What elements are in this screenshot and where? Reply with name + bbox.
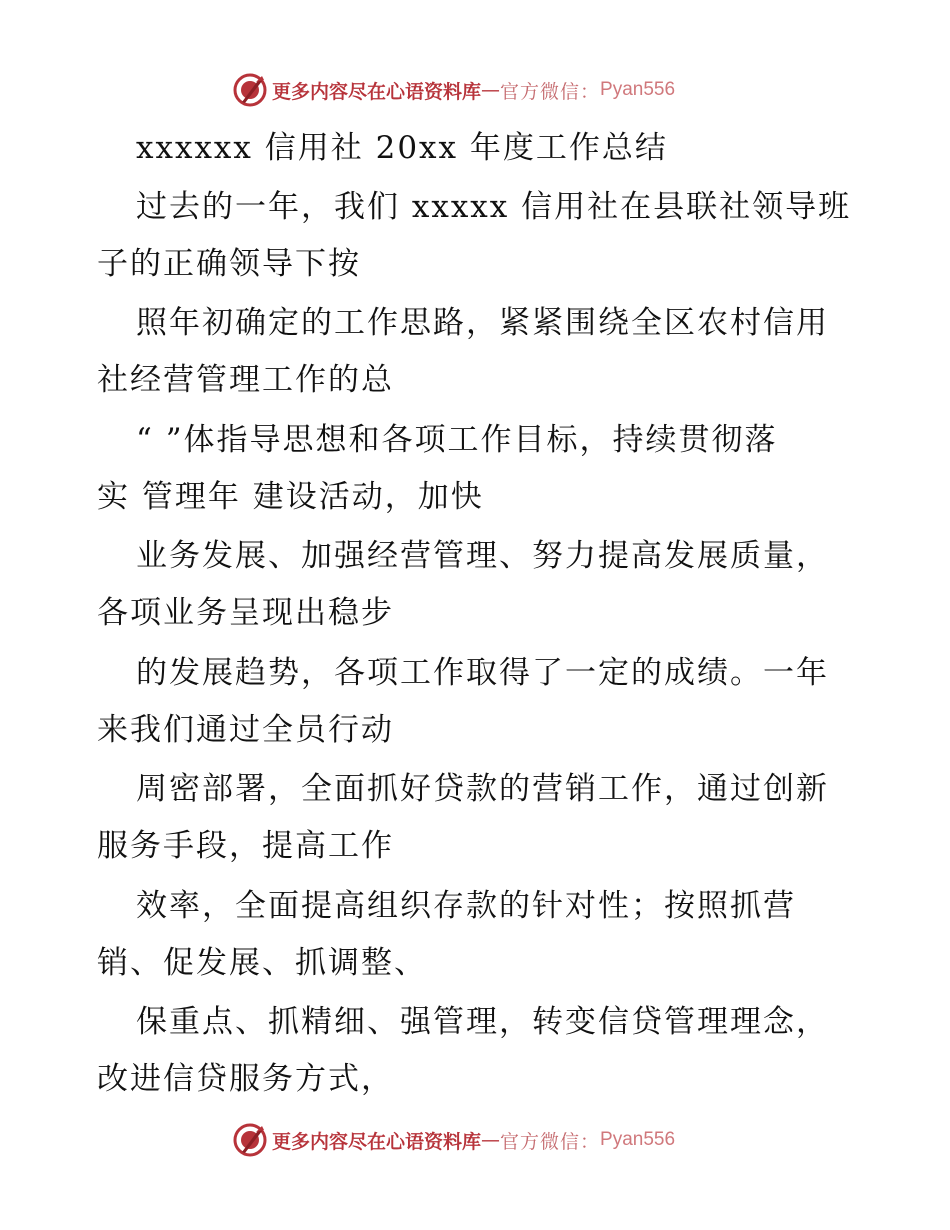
watermark-id: Pyan556	[600, 79, 676, 100]
watermark-dash: —	[481, 79, 501, 101]
paragraph-line: 各项业务呈现出稳步	[97, 595, 394, 631]
paragraph-line: “ ”体指导思想和各项工作目标，持续贯彻落	[136, 422, 778, 458]
paragraph-line: 保重点、抓精细、强管理，转变信贷管理理念，	[136, 1004, 829, 1040]
feather-pen-logo-icon	[232, 1122, 268, 1158]
watermark-footer	[232, 1120, 675, 1160]
paragraph-line: 实 管理年 建设活动，加快	[97, 479, 484, 515]
paragraph-line: 子的正确领导下按	[97, 246, 361, 282]
watermark-text: 更多内容尽在心语资料库	[272, 80, 482, 103]
paragraph-line: 社经营管理工作的总	[97, 362, 394, 398]
watermark-id: Pyan556	[600, 1129, 676, 1150]
watermark-dash: —	[481, 1129, 501, 1151]
paragraph-line: 销、促发展、抓调整、	[97, 945, 427, 981]
paragraph-line: 服务手段，提高工作	[97, 828, 394, 864]
paragraph-line: 照年初确定的工作思路，紧紧围绕全区农村信用	[136, 305, 829, 341]
watermark-official: 官方微信：	[500, 1130, 601, 1153]
paragraph-line: 效率，全面提高组织存款的针对性；按照抓营	[136, 888, 796, 924]
watermark-header	[232, 70, 675, 110]
paragraph-line: 过去的一年，我们 xxxxx 信用社在县联社领导班	[136, 189, 852, 225]
paragraph-line: 的发展趋势，各项工作取得了一定的成绩。一年	[136, 655, 829, 691]
paragraph-line: 周密部署，全面抓好贷款的营销工作，通过创新	[136, 771, 829, 807]
paragraph-line: 来我们通过全员行动	[97, 712, 394, 748]
document-title: xxxxxx 信用社 20xx 年度工作总结	[136, 130, 668, 166]
watermark-text: 更多内容尽在心语资料库	[272, 1130, 482, 1153]
paragraph-line: 业务发展、加强经营管理、努力提高发展质量，	[136, 538, 829, 574]
feather-pen-logo-icon	[232, 72, 268, 108]
paragraph-line: 改进信贷服务方式，	[97, 1061, 394, 1097]
watermark-official: 官方微信：	[500, 80, 601, 103]
